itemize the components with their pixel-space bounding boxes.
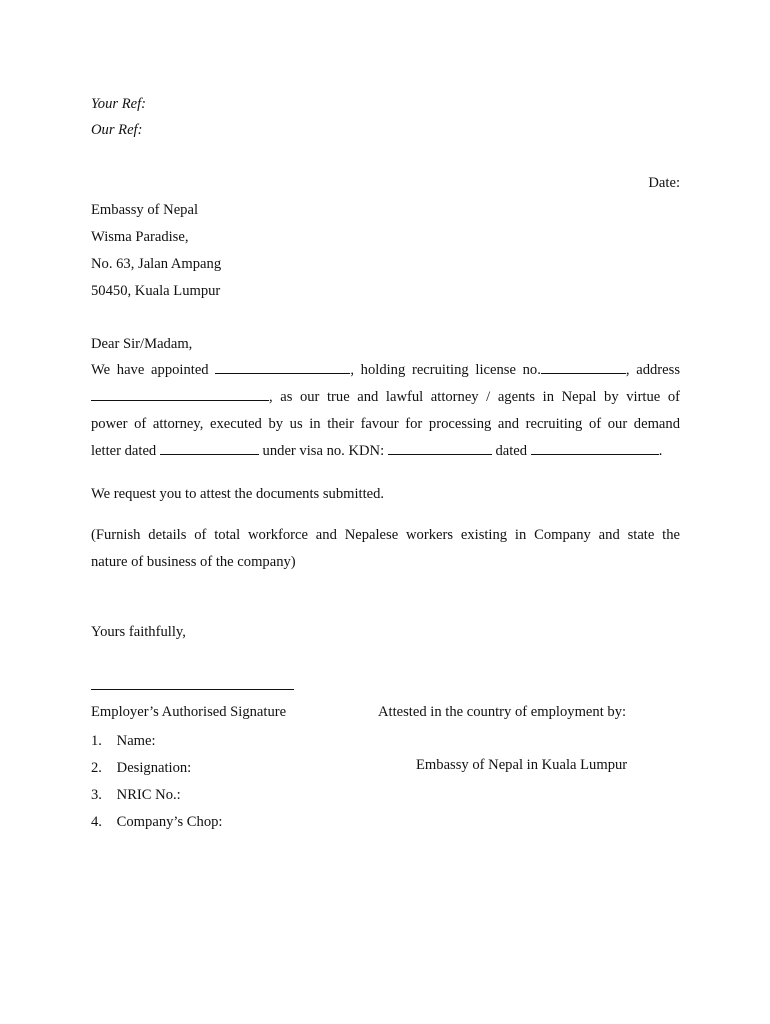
- signature-line[interactable]: [91, 689, 294, 690]
- date-label: Date:: [648, 175, 680, 191]
- closing: Yours faithfully,: [91, 624, 186, 640]
- body-line-3: power of attorney, executed by us in their favour for processing and recruiting of our demand: [91, 416, 680, 432]
- address-line-1: Embassy of Nepal: [91, 202, 198, 218]
- agent-name-blank[interactable]: [215, 360, 350, 374]
- embassy-label: Embassy of Nepal in Kuala Lumpur: [416, 757, 628, 773]
- appointment-paragraph: [91, 357, 680, 465]
- field-designation: 2. Designation:: [91, 760, 192, 776]
- address-line-3: No. 63, Jalan Ampang: [91, 256, 222, 272]
- field-name: 1. Name:: [91, 733, 156, 749]
- body-line-4: letter dated under visa no. KDN: dated .: [91, 443, 663, 459]
- request-line: We request you to attest the documents submitted.: [91, 486, 385, 502]
- salutation: Dear Sir/Madam,: [91, 336, 193, 352]
- body-line-1: We have appointed , holding recruiting license no. , address: [91, 362, 680, 378]
- furnish-paragraph: [91, 522, 680, 576]
- your-ref: Your Ref:: [91, 96, 147, 112]
- license-no-blank[interactable]: [541, 360, 626, 374]
- attested-label: Attested in the country of employment by:: [378, 704, 627, 720]
- visa-date-blank[interactable]: [531, 441, 659, 455]
- signature-label: Employer’s Authorised Signature: [91, 704, 287, 720]
- field-company-chop: 4. Company’s Chop:: [91, 814, 223, 830]
- visa-no-blank[interactable]: [388, 441, 492, 455]
- furnish-line-2: nature of business of the company): [91, 554, 296, 570]
- body-line-2: , as our true and lawful attorney / agents in Nepal by virtue of: [91, 384, 680, 411]
- our-ref: Our Ref:: [91, 122, 143, 138]
- employer-details-list: [91, 728, 222, 836]
- furnish-line-1: (Furnish details of total workforce and Nepalese workers existing in Company and state the: [91, 527, 680, 543]
- address-blank[interactable]: [91, 387, 269, 401]
- field-nric: 3. NRIC No.:: [91, 787, 181, 803]
- address-line-4: 50450, Kuala Lumpur: [91, 283, 221, 299]
- letter-date-blank[interactable]: [160, 441, 259, 455]
- address-line-2: Wisma Paradise,: [91, 229, 189, 245]
